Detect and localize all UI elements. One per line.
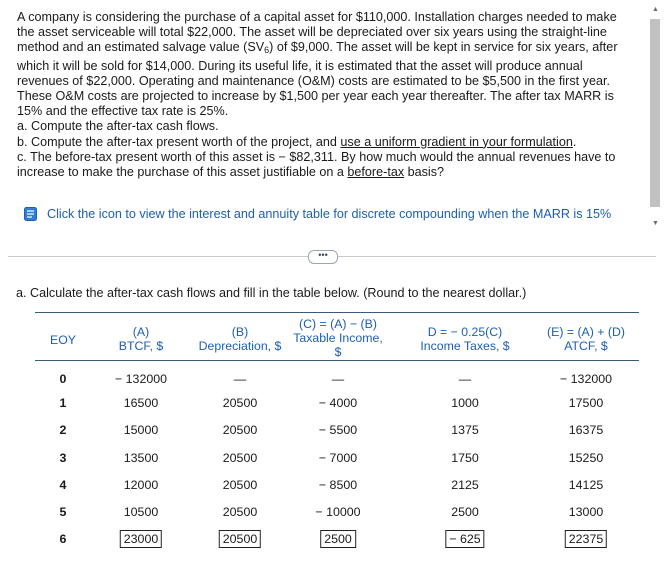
scrollbar[interactable] bbox=[649, 6, 662, 230]
cell-e: 17500 bbox=[568, 396, 604, 410]
part-a-instruction: a. Calculate the after-tax cash flows and fill in the table below. (Round to the nearest dollar.) bbox=[16, 286, 527, 300]
cell-a: 16500 bbox=[123, 396, 159, 410]
cell-eoy: 3 bbox=[59, 451, 67, 465]
answer-input-b[interactable]: 20500 bbox=[219, 530, 261, 548]
cell-c: − 10000 bbox=[315, 505, 361, 519]
cell-eoy: 4 bbox=[59, 478, 67, 492]
cell-a: 10500 bbox=[123, 505, 159, 519]
cell-d: 1750 bbox=[451, 451, 479, 465]
cell-b: 20500 bbox=[222, 451, 258, 465]
problem-line: A company is considering the purchase of a capital asset for $110,000. Installation charges needed to make bbox=[17, 10, 617, 24]
header-atcf: (E) = (A) + (D) ATCF, $ bbox=[547, 325, 625, 353]
question-a: a. Compute the after-tax cash flows. bbox=[17, 119, 219, 134]
cell-b: 20500 bbox=[222, 505, 258, 519]
problem-line: the asset serviceable will total $22,000. The asset will be depreciated over six years using the straight-line bbox=[17, 25, 607, 40]
answer-input-e[interactable]: 22375 bbox=[565, 530, 607, 548]
cell-d: 2125 bbox=[451, 478, 479, 492]
cell-e: 15250 bbox=[568, 451, 604, 465]
cell-a: − 132000 bbox=[114, 372, 168, 386]
cell-eoy: 6 bbox=[59, 532, 67, 546]
scroll-up-arrow-icon[interactable]: ▲ bbox=[652, 6, 659, 13]
cell-d: 1000 bbox=[451, 396, 479, 410]
cell-b: — bbox=[233, 372, 247, 386]
gradient-hint-link[interactable]: use a uniform gradient in your formulation bbox=[340, 134, 573, 149]
answer-input-a[interactable]: 23000 bbox=[120, 530, 162, 548]
table-header-rule bbox=[35, 360, 639, 361]
header-taxable-income: (C) = (A) − (B) Taxable Income, $ bbox=[293, 317, 383, 359]
problem-line: 15% and the effective tax rate is 25%. bbox=[17, 104, 229, 119]
table-top-rule bbox=[35, 312, 639, 313]
interest-table-link[interactable] bbox=[24, 207, 611, 221]
cell-a: 13500 bbox=[123, 451, 159, 465]
cell-eoy: 1 bbox=[59, 396, 67, 410]
problem-line: which it will be sold for $14,000. During its useful life, it is estimated that the asset will produce annual bbox=[17, 58, 583, 73]
before-tax-link[interactable]: before-tax bbox=[347, 165, 405, 180]
header-income-taxes: D = − 0.25(C) Income Taxes, $ bbox=[420, 325, 510, 353]
cell-eoy: 0 bbox=[59, 372, 67, 386]
cash-flow-table bbox=[35, 312, 639, 556]
cell-c: − 4000 bbox=[318, 396, 358, 410]
question-c-cont: increase to make the purchase of this asset justifiable on a before-tax basis? bbox=[17, 165, 445, 180]
cell-d: 2500 bbox=[451, 505, 479, 519]
problem-statement bbox=[17, 10, 642, 180]
cell-c: − 5500 bbox=[318, 423, 358, 437]
cell-c: − 8500 bbox=[318, 478, 358, 492]
cell-eoy: 5 bbox=[59, 505, 67, 519]
cell-d: — bbox=[458, 372, 472, 386]
answer-input-d[interactable]: − 625 bbox=[445, 530, 484, 548]
cell-b: 20500 bbox=[222, 478, 258, 492]
cell-b: 20500 bbox=[222, 423, 258, 437]
cell-e: 13000 bbox=[568, 505, 604, 519]
cell-a: 12000 bbox=[123, 478, 159, 492]
cell-c: − 7000 bbox=[318, 451, 358, 465]
scroll-thumb[interactable] bbox=[650, 19, 660, 207]
header-btcf: (A) BTCF, $ bbox=[118, 325, 164, 353]
cell-d: 1375 bbox=[451, 423, 479, 437]
scroll-down-arrow-icon[interactable]: ▼ bbox=[652, 220, 659, 227]
answer-input-c[interactable]: 2500 bbox=[320, 530, 356, 548]
cell-e: 16375 bbox=[568, 423, 604, 437]
cell-b: 20500 bbox=[222, 396, 258, 410]
question-b: b. Compute the after-tax present worth of the project, and use a uniform gradient in your formulation. bbox=[17, 134, 577, 149]
cell-a: 15000 bbox=[123, 423, 159, 437]
problem-line: These O&M costs are projected to increase by $1,500 per year each year thereafter. The after tax MARR is bbox=[17, 89, 614, 104]
cell-eoy: 2 bbox=[59, 423, 67, 437]
question-c: c. The before-tax present worth of this asset is − $82,311. By how much would the annual revenues have to bbox=[17, 149, 616, 164]
problem-line: method and an estimated salvage value $(SV_6)$ of $9,000. The asset will be kept in service for six years, after bbox=[17, 40, 618, 56]
document-icon[interactable] bbox=[24, 207, 37, 221]
interest-table-link-text[interactable]: Click the icon to view the interest and annuity table for discrete compounding when the MARR is 15% bbox=[47, 207, 612, 221]
problem-line: revenues of $22,000. Operating and maintenance (O&M) costs are estimated to be $5,500 in the first year. bbox=[17, 73, 610, 88]
header-depreciation: (B) Depreciation, $ bbox=[198, 325, 282, 353]
cell-e: − 132000 bbox=[559, 372, 613, 386]
expand-more-button[interactable]: ••• bbox=[308, 250, 338, 264]
header-eoy: EOY bbox=[50, 333, 76, 347]
cell-c: — bbox=[331, 372, 345, 386]
cell-e: 14125 bbox=[568, 478, 604, 492]
